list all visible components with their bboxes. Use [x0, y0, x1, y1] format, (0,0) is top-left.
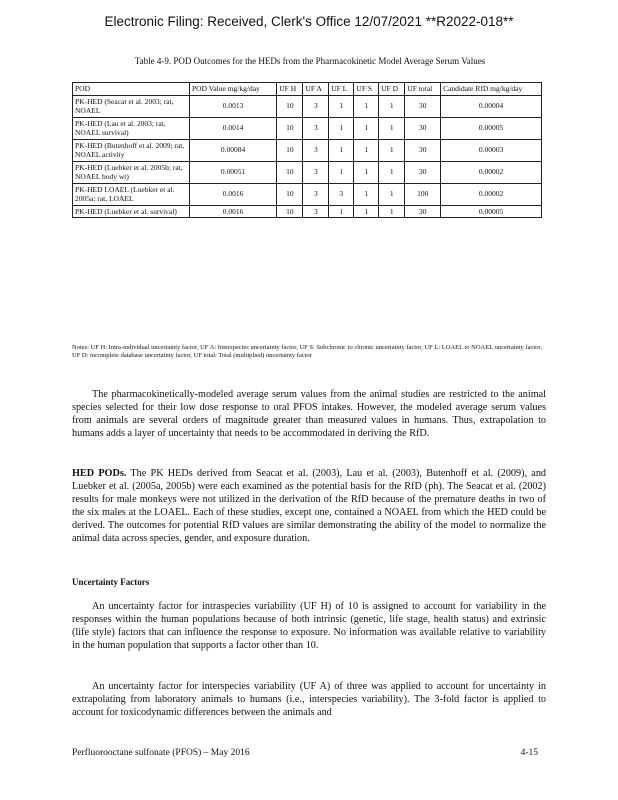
cell-uf-h: 10 [277, 161, 303, 183]
cell-pod-value: 0.0013 [190, 95, 277, 117]
cell-uf-s: 1 [354, 139, 379, 161]
page-number: 4-15 [520, 748, 538, 758]
table-row [73, 95, 542, 117]
cell-pod-value: 0.00051 [190, 161, 277, 183]
paragraph-pk-modeled [72, 388, 546, 440]
cell-uf-l: 1 [329, 161, 354, 183]
cell-uf-s: 1 [354, 183, 379, 205]
col-header-candidate-rfd: Candidate RfD mg/kg/day [441, 83, 542, 96]
cell-study: PK-HED (Lau et al. 2003; rat, NOAEL survival) [73, 117, 190, 139]
col-header-pod-value: POD Value mg/kg/day [190, 83, 277, 96]
cell-study: PK-HED (Luebker et al. 2005b; rat, NOAEL body wt) [73, 161, 190, 183]
cell-uf-l: 1 [329, 117, 354, 139]
table-header-row [73, 83, 542, 96]
col-header-uf-h: UF H [277, 83, 303, 96]
col-header-uf-d: UF D [379, 83, 405, 96]
cell-uf-total: 30 [405, 117, 441, 139]
col-header-uf-s: UF S [354, 83, 379, 96]
cell-uf-l: 1 [329, 95, 354, 117]
table-row [73, 183, 542, 205]
cell-uf-d: 1 [379, 117, 405, 139]
section-heading: Uncertainty Factors [72, 577, 150, 587]
paragraph-intraspecies [72, 600, 546, 652]
cell-uf-a: 3 [303, 183, 329, 205]
run-in-heading: HED PODs. [72, 468, 127, 479]
col-header-uf-a: UF A [303, 83, 329, 96]
cell-uf-a: 3 [303, 95, 329, 117]
cell-uf-s: 1 [354, 161, 379, 183]
table-title: Table 4-9. POD Outcomes for the HEDs from the Pharmacokinetic Model Average Serum Values [134, 56, 486, 66]
cell-uf-d: 1 [379, 139, 405, 161]
filing-header: Electronic Filing: Received, Clerk's Office 12/07/2021 **R2022-018** [104, 14, 514, 29]
cell-pod-value: 0.0016 [190, 183, 277, 205]
paragraph-text: The pharmacokinetically-modeled average serum values from the animal studies are restricted to the animal species selected for their low dose response to oral PFOS intakes. However, the modeled average serum values from animals are several orders of magnitude greater than measured values in humans. Thus, extrapolation to humans adds a layer of uncertainty that needs to be accommodated in deriving the RfD. [72, 389, 546, 439]
cell-uf-total: 30 [405, 205, 441, 218]
cell-candidate-rfd: 0.00005 [441, 117, 542, 139]
cell-study: PK-HED LOAEL (Luebker et al. 2005a; rat, LOAEL [73, 183, 190, 205]
table-row [73, 161, 542, 183]
table-row [73, 117, 542, 139]
cell-uf-d: 1 [379, 183, 405, 205]
table-row [73, 139, 542, 161]
cell-uf-a: 3 [303, 117, 329, 139]
cell-uf-total: 100 [405, 183, 441, 205]
cell-uf-d: 1 [379, 205, 405, 218]
cell-uf-total: 30 [405, 95, 441, 117]
col-header-pod: POD [73, 83, 190, 96]
col-header-uf-total: UF total [405, 83, 441, 96]
paragraph-interspecies [72, 680, 546, 719]
col-header-uf-l: UF L [329, 83, 354, 96]
cell-uf-a: 3 [303, 139, 329, 161]
cell-uf-s: 1 [354, 117, 379, 139]
footer-document-title: Perfluorooctane sulfonate (PFOS) – May 2016 [72, 748, 250, 758]
cell-study: PK-HED (Butenhoff et al. 2009; rat, NOAEL activity [73, 139, 190, 161]
paragraph-text: An uncertainty factor for intraspecies variability (UF H) of 10 is assigned to account for variability in the responses within the human populations because of both intrinsic (genetic, life stage, health status) and extrinsic (life style) factors that can influence the response to exposure. No information was available relative to variability in the human population that supports a factor other than 10. [72, 601, 546, 651]
page-footer [72, 748, 546, 758]
cell-uf-s: 1 [354, 205, 379, 218]
pod-table [72, 82, 542, 218]
cell-uf-l: 3 [329, 183, 354, 205]
cell-uf-h: 10 [277, 139, 303, 161]
cell-uf-total: 30 [405, 139, 441, 161]
cell-uf-h: 10 [277, 95, 303, 117]
cell-pod-value: 0.0014 [190, 117, 277, 139]
cell-uf-h: 10 [277, 205, 303, 218]
cell-study: PK-HED (Luebker et al. survival) [73, 205, 190, 218]
cell-uf-a: 3 [303, 161, 329, 183]
cell-candidate-rfd: 0.00005 [441, 205, 542, 218]
cell-uf-a: 3 [303, 205, 329, 218]
cell-candidate-rfd: 0.00002 [441, 161, 542, 183]
paragraph-text: An uncertainty factor for interspecies variability (UF A) of three was applied to account for uncertainty in extrapolating from laboratory animals to humans (i.e., interspecies variability). The 3-fold factor is applied to account for toxicodynamic differences between the animals and [72, 681, 546, 718]
table-row [73, 205, 542, 218]
table-notes: Notes: UF H: Intra-individual uncertainty factor, UF A: Interspecies uncertainty factor, UF S: Subchronic to chronic uncertainty factor, UF L: LOAEL to NOAEL uncertainty factor, UF D: incomplete database uncertainty factor, UF total: Total (multiplied) uncertainty factor [72, 344, 542, 359]
cell-uf-d: 1 [379, 161, 405, 183]
paragraph-text: The PK HEDs derived from Seacat et al. (2003), Lau et al. (2003), Butenhoff et al. (2009), and Luebker et al. (2005a, 2005b) were each examined as the potential basis for the RfD (ph). The Seacat et al. (2002) results for male monkeys were not utilized in the derivation of the RfD because of the premature deaths in two of the six males at the LOAEL. Each of these studies, except one, contained a NOAEL from which the HED could be derived. The outcomes for potential RfD values are similar demonstrating the ability of the model to normalize the animal data across species, gender, and exposure duration. [72, 468, 547, 544]
cell-uf-h: 10 [277, 183, 303, 205]
cell-pod-value: 0.0016 [190, 205, 277, 218]
cell-candidate-rfd: 0.00004 [441, 95, 542, 117]
cell-pod-value: 0.00084 [190, 139, 277, 161]
cell-uf-total: 30 [405, 161, 441, 183]
cell-uf-h: 10 [277, 117, 303, 139]
cell-uf-d: 1 [379, 95, 405, 117]
cell-uf-l: 1 [329, 205, 354, 218]
paragraph-hed-pods [72, 467, 546, 545]
cell-uf-s: 1 [354, 95, 379, 117]
cell-study: PK-HED (Seacat et al. 2003; rat, NOAEL [73, 95, 190, 117]
cell-uf-l: 1 [329, 139, 354, 161]
cell-candidate-rfd: 0.00002 [441, 183, 542, 205]
cell-candidate-rfd: 0.00003 [441, 139, 542, 161]
